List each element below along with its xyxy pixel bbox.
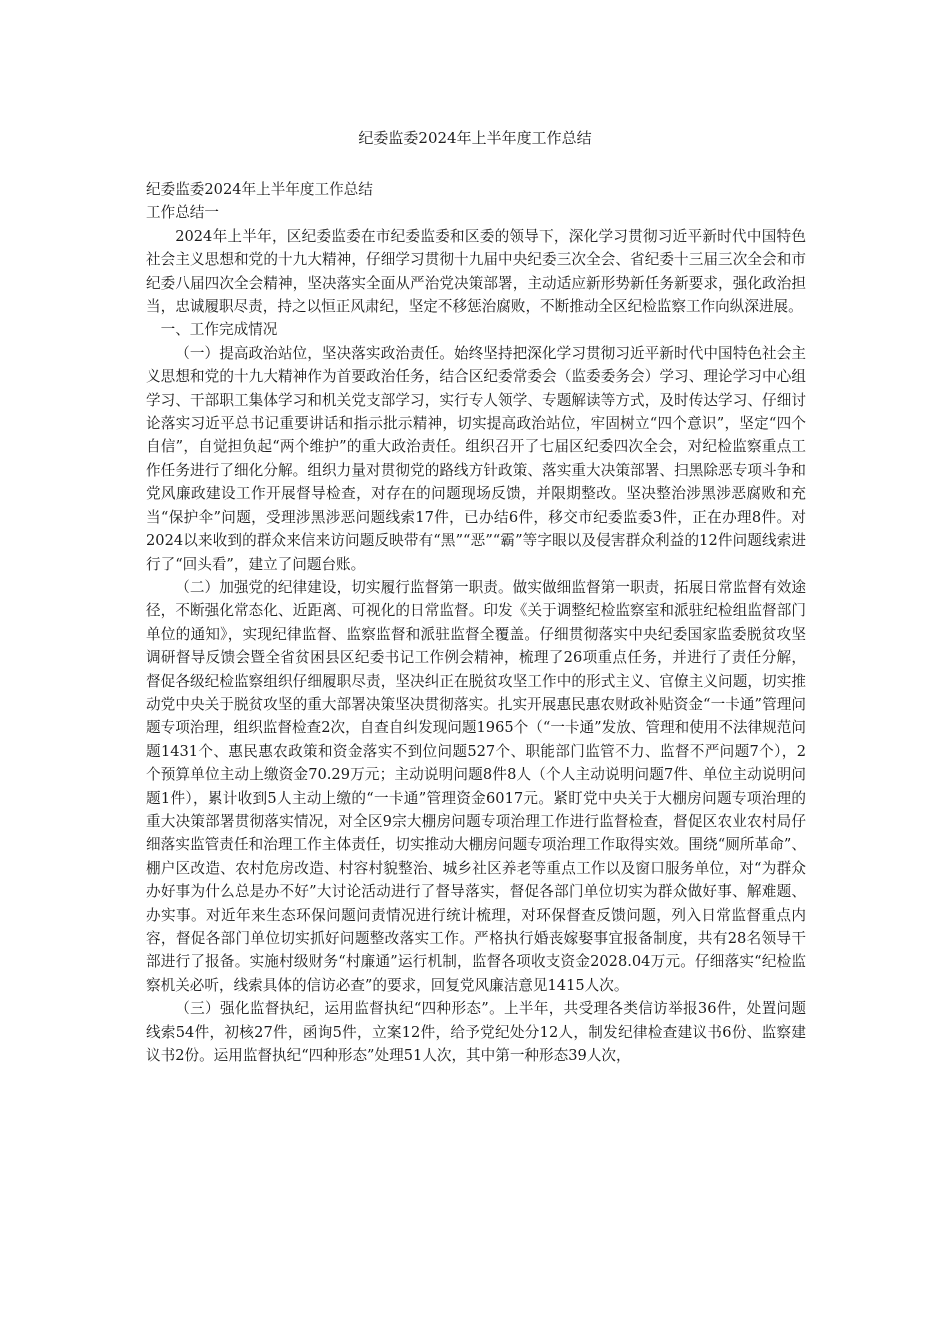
body-paragraph-2: （二）加强党的纪律建设，切实履行监督第一职责。做实做细监督第一职责，拓展日常监督有效途径，不断强化常态化、近距离、可视化的日常监督。印发《关于调整纪检监察室和派驻纪检组监督部门单位的通知》，实现纪律监督、监察监督和派驻监督全覆盖。仔细贯彻落实中央纪委国家监委脱贫攻坚调研督导反馈会暨全省贫困县区纪委书记工作例会精神，梳理了26项重点任务，并进行了责任分解，督促各级纪检监察组织仔细履职尽责，坚决纠正在脱贫攻坚工作中的形式主义、官僚主义问题，切实推动党中央关于脱贫攻坚的重大部署决策坚决贯彻落实。扎实开展惠民惠农财政补贴资金“一卡通”管理问题专项治理，组织监督检查2次，自查自纠发现问题1965个（“一卡通”发放、管理和使用不法律规范问题1431个、惠民惠农政策和资金落实不到位问题527个、职能部门监管不力、监督不严问题7个），2个预算单位主动上缴资金70.29万元；主动说明问题8件8人（个人主动说明问题7件、单位主动说明问题1件），累计收到5人主动上缴的“一卡通”管理资金6017元。紧盯党中央关于大棚房问题专项治理的重大决策部署贯彻落实情况，对全区9宗大棚房问题专项治理工作进行监督检查，督促区农业农村局仔细落实监管责任和治理工作主体责任，切实推动大棚房问题专项治理工作取得实效。围绕“厕所革命”、棚户区改造、农村危房改造、村容村貌整治、城乡社区养老等重点工作以及窗口服务单位，对“为群众办好事为什么总是办不好”大讨论活动进行了督导落实，督促各部门单位切实为群众做好事、解难题、办实事。对近年来生态环保问题问责情况进行统计梳理，对环保督查反馈问题，列入日常监督重点内容，督促各部门单位切实抓好问题整改落实工作。严格执行婚丧嫁娶事宜报备制度，共有28名领导干部进行了报备。实施村级财务“村廉通”运行机制，监督各项收支资金2028.04万元。仔细落实“纪检监察机关必听，线索具体的信访必查”的要求，回复党风廉洁意见1415人次。 — [146, 578, 806, 994]
body-paragraph-1: （一）提高政治站位，坚决落实政治责任。始终坚持把深化学习贯彻习近平新时代中国特色社会主义思想和党的十九大精神作为首要政治任务，结合区纪委常委会（监委委务会）学习、理论学习中心组学习、干部职工集体学习和机关党支部学习，实行专人领学、专题解读等方式，及时传达学习、仔细讨论落实习近平总书记重要讲话和指示批示精神，切实提高政治站位，牢固树立“四个意识”，坚定“四个自信”，自觉担负起“两个维护”的重大政治责任。组织召开了七届区纪委四次全会，对纪检监察重点工作任务进行了细化分解。组织力量对贯彻党的路线方针政策、落实重大决策部署、扫黑除恶专项斗争和党风廉政建设工作开展督导检查，对存在的问题现场反馈，并限期整改。坚决整治涉黑涉恶腐败和充当“保护伞”问题，受理涉黑涉恶问题线索17件，已办结6件，移交市纪委监委3件，正在办理8件。对2024以来收到的群众来信来访问题反映带有“黑”“恶”“霸”等字眼以及侵害群众利益的12件问题线索进行了“回头看”，建立了问题台账。 — [146, 344, 806, 573]
intro-paragraph: 2024年上半年，区纪委监委在市纪委监委和区委的领导下，深化学习贯彻习近平新时代中国特色社会主义思想和党的十九大精神，仔细学习贯彻十九届中央纪委三次全会、省纪委十三届三次全会和市纪委八届四次全会精神，坚决落实全面从严治党决策部署，主动适应新形势新任务新要求，强化政治担当，忠诚履职尽责，持之以恒正风肃纪，坚定不移惩治腐败，不断推动全区纪检监察工作向纵深进展。 — [146, 227, 806, 316]
body-paragraph-3: （三）强化监督执纪，运用监督执纪“四种形态”。上半年，共受理各类信访举报36件，处置问题线索54件，初核27件，函询5件，立案12件，给予党纪处分12人，制发纪律检查建议书6份、监察建议书2份。运用监督执纪“四种形态”处理51人次，其中第一种形态39人次， — [146, 1000, 806, 1065]
page-title: 纪委监委2024年上半年度工作总结 — [358, 129, 592, 147]
section-heading: 一、工作完成情况 — [160, 321, 278, 339]
document-label: 工作总结一 — [146, 204, 219, 222]
document-body — [146, 178, 806, 1067]
document-subtitle: 纪委监委2024年上半年度工作总结 — [146, 181, 373, 198]
